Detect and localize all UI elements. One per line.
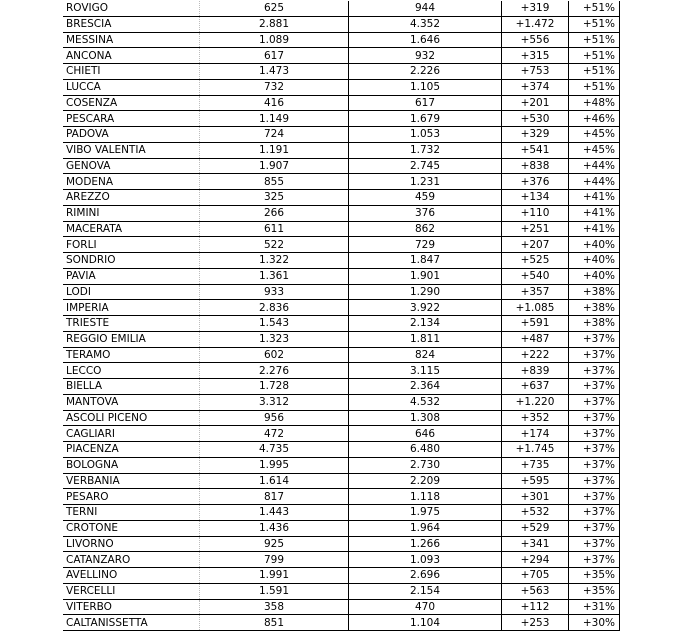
absolute-change-cell: +595 [502,473,569,489]
value-after-cell: 1.847 [349,253,502,269]
table-row [63,426,620,442]
value-before-cell: 1.995 [200,457,349,473]
value-after-cell: 617 [349,95,502,111]
absolute-change-cell: +1.220 [502,394,569,410]
table-row [63,316,620,332]
percent-change-cell: +37% [569,536,620,552]
value-after-cell: 824 [349,347,502,363]
value-before-cell: 472 [200,426,349,442]
absolute-change-cell: +735 [502,457,569,473]
value-before-cell: 1.323 [200,331,349,347]
province-name-cell: GENOVA [63,158,200,174]
percent-change-cell: +38% [569,316,620,332]
table-row [63,16,620,32]
value-before-cell: 325 [200,190,349,206]
value-after-cell: 1.093 [349,552,502,568]
absolute-change-cell: +1.472 [502,16,569,32]
province-name-cell: ROVIGO [63,1,200,16]
percent-change-cell: +46% [569,111,620,127]
table-row [63,253,620,269]
province-name-cell: PADOVA [63,127,200,143]
absolute-change-cell: +530 [502,111,569,127]
province-name-cell: MANTOVA [63,394,200,410]
value-before-cell: 3.312 [200,394,349,410]
value-before-cell: 1.361 [200,268,349,284]
table-row [63,552,620,568]
value-before-cell: 625 [200,1,349,16]
value-before-cell: 855 [200,174,349,190]
table-row [63,363,620,379]
absolute-change-cell: +315 [502,48,569,64]
value-after-cell: 1.732 [349,142,502,158]
percent-change-cell: +37% [569,552,620,568]
value-after-cell: 2.134 [349,316,502,332]
value-after-cell: 6.480 [349,442,502,458]
absolute-change-cell: +341 [502,536,569,552]
province-name-cell: TERNI [63,505,200,521]
absolute-change-cell: +251 [502,221,569,237]
value-after-cell: 932 [349,48,502,64]
table-row [63,300,620,316]
value-after-cell: 1.901 [349,268,502,284]
value-after-cell: 2.730 [349,457,502,473]
table-row [63,64,620,80]
percent-change-cell: +45% [569,127,620,143]
percent-change-cell: +30% [569,615,620,631]
table-row [63,599,620,615]
absolute-change-cell: +529 [502,520,569,536]
absolute-change-cell: +525 [502,253,569,269]
value-before-cell: 1.443 [200,505,349,521]
percent-change-cell: +44% [569,158,620,174]
value-after-cell: 470 [349,599,502,615]
table-row [63,268,620,284]
value-after-cell: 3.922 [349,300,502,316]
absolute-change-cell: +1.085 [502,300,569,316]
province-name-cell: ASCOLI PICENO [63,410,200,426]
province-name-cell: LODI [63,284,200,300]
table-row [63,174,620,190]
province-name-cell: MODENA [63,174,200,190]
value-before-cell: 1.322 [200,253,349,269]
table-row [63,489,620,505]
table-row [63,568,620,584]
table-row [63,127,620,143]
value-after-cell: 2.696 [349,568,502,584]
table-row [63,473,620,489]
value-after-cell: 1.105 [349,79,502,95]
province-table-body [63,1,620,631]
absolute-change-cell: +319 [502,1,569,16]
percent-change-cell: +37% [569,489,620,505]
value-after-cell: 1.975 [349,505,502,521]
province-name-cell: ANCONA [63,48,200,64]
province-name-cell: RIMINI [63,205,200,221]
value-before-cell: 1.543 [200,316,349,332]
value-before-cell: 1.473 [200,64,349,80]
percent-change-cell: +51% [569,79,620,95]
absolute-change-cell: +352 [502,410,569,426]
province-name-cell: AVELLINO [63,568,200,584]
percent-change-cell: +37% [569,363,620,379]
value-before-cell: 1.728 [200,379,349,395]
province-name-cell: CHIETI [63,64,200,80]
absolute-change-cell: +541 [502,142,569,158]
percent-change-cell: +35% [569,583,620,599]
percent-change-cell: +37% [569,457,620,473]
value-before-cell: 925 [200,536,349,552]
percent-change-cell: +44% [569,174,620,190]
absolute-change-cell: +753 [502,64,569,80]
table-row [63,95,620,111]
value-after-cell: 862 [349,221,502,237]
value-after-cell: 4.352 [349,16,502,32]
value-after-cell: 4.532 [349,394,502,410]
table-row [63,583,620,599]
table-row [63,221,620,237]
table-row [63,457,620,473]
value-before-cell: 266 [200,205,349,221]
value-before-cell: 617 [200,48,349,64]
table-row [63,111,620,127]
absolute-change-cell: +301 [502,489,569,505]
table-row [63,520,620,536]
value-before-cell: 1.591 [200,583,349,599]
absolute-change-cell: +839 [502,363,569,379]
absolute-change-cell: +294 [502,552,569,568]
value-before-cell: 724 [200,127,349,143]
value-after-cell: 1.964 [349,520,502,536]
province-name-cell: CROTONE [63,520,200,536]
percent-change-cell: +51% [569,48,620,64]
province-name-cell: IMPERIA [63,300,200,316]
value-after-cell: 1.231 [349,174,502,190]
province-name-cell: TERAMO [63,347,200,363]
value-after-cell: 1.679 [349,111,502,127]
value-before-cell: 1.907 [200,158,349,174]
value-before-cell: 799 [200,552,349,568]
absolute-change-cell: +487 [502,331,569,347]
absolute-change-cell: +174 [502,426,569,442]
value-after-cell: 1.308 [349,410,502,426]
percent-change-cell: +41% [569,190,620,206]
table-row [63,331,620,347]
percent-change-cell: +41% [569,205,620,221]
province-name-cell: AREZZO [63,190,200,206]
province-name-cell: TRIESTE [63,316,200,332]
percent-change-cell: +37% [569,379,620,395]
province-name-cell: CALTANISSETTA [63,615,200,631]
table-row [63,379,620,395]
percent-change-cell: +37% [569,473,620,489]
absolute-change-cell: +1.745 [502,442,569,458]
table-row [63,536,620,552]
province-name-cell: CAGLIARI [63,426,200,442]
value-after-cell: 2.364 [349,379,502,395]
province-name-cell: BOLOGNA [63,457,200,473]
value-after-cell: 2.154 [349,583,502,599]
absolute-change-cell: +556 [502,32,569,48]
province-name-cell: PESARO [63,489,200,505]
percent-change-cell: +48% [569,95,620,111]
percent-change-cell: +37% [569,505,620,521]
value-before-cell: 1.614 [200,473,349,489]
percent-change-cell: +51% [569,16,620,32]
value-after-cell: 1.053 [349,127,502,143]
province-name-cell: PIACENZA [63,442,200,458]
percent-change-cell: +35% [569,568,620,584]
value-after-cell: 729 [349,237,502,253]
province-name-cell: BRESCIA [63,16,200,32]
value-after-cell: 1.266 [349,536,502,552]
table-row [63,410,620,426]
value-after-cell: 1.118 [349,489,502,505]
absolute-change-cell: +329 [502,127,569,143]
percent-change-cell: +41% [569,221,620,237]
value-after-cell: 2.745 [349,158,502,174]
table-row [63,347,620,363]
table-row [63,32,620,48]
value-after-cell: 1.646 [349,32,502,48]
value-before-cell: 522 [200,237,349,253]
value-before-cell: 416 [200,95,349,111]
percent-change-cell: +37% [569,442,620,458]
percent-change-cell: +45% [569,142,620,158]
value-before-cell: 851 [200,615,349,631]
percent-change-cell: +51% [569,32,620,48]
value-before-cell: 1.436 [200,520,349,536]
table-row [63,142,620,158]
province-name-cell: PESCARA [63,111,200,127]
table-row [63,158,620,174]
province-name-cell: CATANZARO [63,552,200,568]
value-before-cell: 956 [200,410,349,426]
table-row [63,394,620,410]
percent-change-cell: +40% [569,237,620,253]
percent-change-cell: +31% [569,599,620,615]
province-name-cell: LIVORNO [63,536,200,552]
value-after-cell: 1.290 [349,284,502,300]
province-name-cell: VERBANIA [63,473,200,489]
absolute-change-cell: +705 [502,568,569,584]
value-after-cell: 646 [349,426,502,442]
province-name-cell: MESSINA [63,32,200,48]
absolute-change-cell: +637 [502,379,569,395]
value-before-cell: 1.991 [200,568,349,584]
province-name-cell: PAVIA [63,268,200,284]
province-table [63,1,620,631]
absolute-change-cell: +591 [502,316,569,332]
percent-change-cell: +37% [569,331,620,347]
value-after-cell: 944 [349,1,502,16]
absolute-change-cell: +201 [502,95,569,111]
percent-change-cell: +51% [569,64,620,80]
absolute-change-cell: +838 [502,158,569,174]
province-name-cell: REGGIO EMILIA [63,331,200,347]
value-before-cell: 1.089 [200,32,349,48]
value-before-cell: 4.735 [200,442,349,458]
value-before-cell: 2.881 [200,16,349,32]
percent-change-cell: +37% [569,410,620,426]
absolute-change-cell: +532 [502,505,569,521]
absolute-change-cell: +253 [502,615,569,631]
value-before-cell: 817 [200,489,349,505]
table-row [63,237,620,253]
absolute-change-cell: +112 [502,599,569,615]
absolute-change-cell: +207 [502,237,569,253]
table-row [63,205,620,221]
absolute-change-cell: +376 [502,174,569,190]
absolute-change-cell: +357 [502,284,569,300]
percent-change-cell: +40% [569,268,620,284]
value-after-cell: 1.811 [349,331,502,347]
value-before-cell: 2.276 [200,363,349,379]
value-before-cell: 1.149 [200,111,349,127]
value-before-cell: 933 [200,284,349,300]
value-after-cell: 376 [349,205,502,221]
value-before-cell: 732 [200,79,349,95]
province-name-cell: FORLI [63,237,200,253]
absolute-change-cell: +374 [502,79,569,95]
province-name-cell: VERCELLI [63,583,200,599]
value-before-cell: 602 [200,347,349,363]
province-name-cell: BIELLA [63,379,200,395]
value-after-cell: 459 [349,190,502,206]
absolute-change-cell: +540 [502,268,569,284]
table-row [63,79,620,95]
percent-change-cell: +38% [569,300,620,316]
percent-change-cell: +51% [569,1,620,16]
absolute-change-cell: +134 [502,190,569,206]
province-name-cell: LUCCA [63,79,200,95]
percent-change-cell: +37% [569,520,620,536]
table-row [63,284,620,300]
absolute-change-cell: +110 [502,205,569,221]
percent-change-cell: +40% [569,253,620,269]
value-after-cell: 2.209 [349,473,502,489]
percent-change-cell: +37% [569,347,620,363]
value-after-cell: 3.115 [349,363,502,379]
province-name-cell: VITERBO [63,599,200,615]
percent-change-cell: +37% [569,426,620,442]
value-after-cell: 2.226 [349,64,502,80]
value-before-cell: 358 [200,599,349,615]
absolute-change-cell: +563 [502,583,569,599]
value-before-cell: 1.191 [200,142,349,158]
table-row [63,615,620,631]
province-name-cell: COSENZA [63,95,200,111]
table-row [63,48,620,64]
value-before-cell: 611 [200,221,349,237]
value-after-cell: 1.104 [349,615,502,631]
absolute-change-cell: +222 [502,347,569,363]
percent-change-cell: +38% [569,284,620,300]
table-row [63,1,620,16]
table-row [63,190,620,206]
province-name-cell: LECCO [63,363,200,379]
table-row [63,442,620,458]
percent-change-cell: +37% [569,394,620,410]
province-name-cell: MACERATA [63,221,200,237]
table-row [63,505,620,521]
province-name-cell: VIBO VALENTIA [63,142,200,158]
province-name-cell: SONDRIO [63,253,200,269]
value-before-cell: 2.836 [200,300,349,316]
